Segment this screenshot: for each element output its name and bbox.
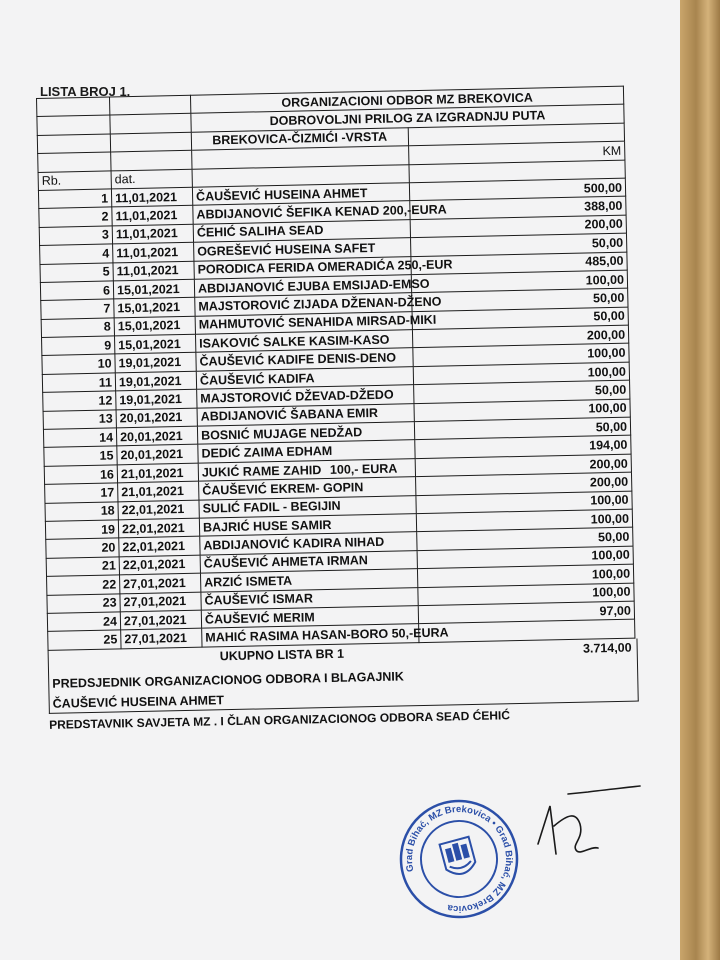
row-number-text: 10: [97, 356, 112, 371]
row-amount-text: 97,00: [599, 603, 632, 618]
row-amount-text: 485,00: [585, 253, 624, 269]
president-name: ČAUŠEVIĆ HUSEINA AHMET: [52, 692, 225, 711]
row-number-text: 7: [103, 301, 111, 316]
row-amount-text: 100,00: [590, 511, 630, 527]
row-date-text: 22,01,2021: [121, 520, 185, 536]
row-donor-name-text: ABDIJANOVIĆ ŠABANA EMIR: [200, 406, 379, 424]
row-date: [116, 389, 197, 409]
donation-sheet: [36, 86, 639, 732]
row-number: [42, 336, 115, 356]
row-date: [118, 518, 199, 538]
row-amount-text: 50,00: [594, 382, 627, 398]
row-donor-name-text: ČAUŠEVIĆ KADIFE DENIS-DENO: [199, 350, 397, 369]
row-donor-name-text: ĆEHIĆ SALIHA SEAD: [196, 223, 324, 241]
row-number: [45, 483, 118, 503]
row-number-text: 11: [98, 375, 113, 390]
coat-of-arms-icon: [440, 837, 478, 878]
row-donor-name-text: ČAUŠEVIĆ EKREM- GOPIN: [202, 480, 364, 498]
row-date-text: 19,01,2021: [119, 391, 183, 408]
row-number: [43, 410, 116, 430]
row-date: [113, 279, 194, 299]
row-number: [46, 538, 119, 558]
row-number: [42, 354, 115, 374]
row-date-text: 11,01,2021: [116, 244, 179, 261]
row-date-text: 27,01,2021: [124, 630, 188, 647]
row-number: [38, 189, 111, 209]
official-stamp: [396, 796, 522, 922]
row-amount-text: 100,00: [585, 272, 625, 288]
representative-line: PREDSTAVNIK SAVJETA MZ . I ČLAN ORGANIZACIONOG ODBORA SEAD ĆEHIĆ: [48, 707, 511, 732]
row-number-text: 1: [101, 191, 109, 206]
row-number-text: 6: [102, 283, 111, 298]
row-date-text: 21,01,2021: [121, 483, 184, 500]
row-number-text: 14: [99, 430, 114, 445]
row-date: [121, 628, 202, 648]
header-line-2: DOBROVOLJNI PRILOG ZA IZGRADNJU PUTA: [191, 105, 624, 132]
row-amount-text: 50,00: [595, 419, 628, 435]
row-donor-name-text: BAJRIĆ HUSE SAMIR: [202, 517, 332, 535]
row-number: [44, 465, 117, 485]
row-donor-name-text: SULIĆ FADIL - BEGIJIN: [202, 498, 341, 516]
row-date: [115, 371, 196, 391]
column-rb-header: Rb.: [38, 171, 111, 191]
row-donor-name-text: MAJSTOROVIĆ DŽEVAD-DŽEDO: [200, 387, 394, 406]
row-date: [117, 445, 198, 465]
row-number: [40, 262, 113, 282]
donation-table: [36, 86, 635, 651]
row-date: [112, 206, 193, 226]
header-line-3: BREKOVICA-ČIZMIĆI -VRSTA: [191, 128, 408, 151]
row-date: [111, 187, 192, 207]
row-number-text: 23: [102, 595, 117, 610]
row-date: [116, 408, 197, 428]
row-number-text: 19: [100, 522, 116, 537]
row-donor-name-text: ABDIJANOVIĆ EJUBA EMSIJAD-EMSO: [197, 276, 430, 296]
row-date-text: 22,01,2021: [122, 539, 186, 555]
row-date: [115, 353, 196, 373]
row-number-text: 24: [102, 614, 118, 629]
row-amount-text: 100,00: [588, 401, 627, 416]
row-donor-name-text: OGREŠEVIĆ HUSEINA SAFET: [197, 240, 376, 259]
row-amount-text: 100,00: [591, 566, 631, 582]
row-donor-name-text: ČAUŠEVIĆ KADIFA: [199, 370, 315, 388]
row-number-text: 9: [104, 338, 112, 353]
row-amount-text: 194,00: [589, 437, 628, 453]
row-date: [120, 592, 201, 612]
currency-header: KM: [408, 141, 625, 164]
row-number: [48, 630, 121, 650]
president-title: PREDSJEDNIK ORGANIZACIONOG ODBORA I BLAGAJNIK: [52, 669, 404, 691]
row-number-text: 18: [100, 503, 115, 519]
list-title: LISTA BROJ 1.: [40, 84, 131, 99]
row-number: [47, 593, 120, 613]
row-date-text: 27,01,2021: [123, 575, 186, 592]
row-amount-text: 100,00: [592, 584, 631, 600]
row-amount-text: 50,00: [593, 309, 625, 324]
row-number-text: 15: [99, 448, 114, 463]
row-donor-name-text: ABDIJANOVIĆ ŠEFIKA KENAD 200,-EURA: [196, 202, 447, 222]
row-amount-text: 200,00: [589, 474, 629, 490]
row-date-text: 15,01,2021: [116, 281, 180, 297]
row-amount-text: 50,00: [591, 235, 624, 251]
row-date-text: 27,01,2021: [123, 612, 187, 628]
row-date-text: 11,01,2021: [114, 189, 178, 206]
wooden-table-edge: [680, 0, 720, 960]
row-date: [113, 242, 194, 262]
row-date-text: 15,01,2021: [117, 300, 181, 316]
row-donor-name-text: ARZIĆ ISMETA: [204, 573, 293, 590]
row-amount-text: 100,00: [591, 548, 630, 563]
row-date-text: 15,01,2021: [118, 336, 181, 353]
row-amount-text: 100,00: [587, 364, 626, 380]
row-date-text: 11,01,2021: [116, 263, 179, 279]
row-date: [120, 573, 201, 593]
row-date-text: 22,01,2021: [121, 502, 185, 518]
row-donor-name-text: JUKIĆ RAME ZAHID: [201, 462, 322, 480]
row-amount-text: 500,00: [583, 180, 623, 196]
row-number-text: 8: [103, 319, 111, 335]
row-number: [47, 575, 120, 595]
row-date-text: 20,01,2021: [120, 447, 184, 463]
row-number: [40, 244, 113, 264]
row-donor-name-text: BOSNIĆ MUJAGE NEDŽAD: [200, 424, 363, 443]
row-amount-text: 100,00: [590, 492, 629, 508]
row-donor-name-text: ČAUŠEVIĆ MERIM: [204, 609, 315, 627]
row-donor-name-text: ČAUŠEVIĆ ISMAR: [204, 591, 314, 608]
row-number-text: 3: [101, 227, 110, 243]
row-date-text: 11,01,2021: [115, 226, 178, 242]
row-date: [119, 537, 200, 557]
row-donor-name-text: PORODICA FERIDA OMERADIĆA 250,-EUR: [197, 257, 453, 277]
row-number-text: 13: [98, 411, 113, 427]
stamp-ring-text: Grad Bihać, MZ Brekovica • Grad Bihać, MZ Brekovica: [403, 803, 515, 915]
row-date: [114, 316, 195, 336]
row-date: [114, 298, 195, 318]
row-number-text: 22: [102, 577, 117, 592]
row-date: [120, 610, 201, 630]
row-number: [46, 557, 119, 577]
row-date: [117, 463, 198, 483]
row-date-text: 20,01,2021: [119, 410, 183, 426]
row-donor-name-text: ČAUŠEVIĆ HUSEINA AHMET: [195, 185, 368, 204]
row-date-text: 15,01,2021: [117, 318, 181, 334]
row-number: [43, 428, 116, 448]
row-number: [45, 501, 118, 521]
row-date-text: 21,01,2021: [120, 465, 184, 481]
row-number: [43, 391, 116, 411]
row-donor-name-text: MAHIĆ RASIMA HASAN-BORO 50,-EURA: [205, 625, 449, 645]
row-number: [39, 207, 112, 227]
row-donor-name-text: ČAUŠEVIĆ AHMETA IRMAN: [203, 553, 369, 572]
column-date-header: dat.: [111, 169, 192, 189]
row-number: [41, 318, 114, 338]
row-amount-text: 388,00: [584, 198, 623, 214]
row-date: [115, 334, 196, 354]
row-date: [119, 555, 200, 575]
row-number-text: 20: [101, 540, 116, 555]
row-number-text: 16: [99, 466, 115, 482]
row-number: [41, 299, 114, 319]
row-date: [118, 500, 199, 520]
row-number: [47, 612, 120, 632]
total-label: UKUPNO LISTA BR 1: [219, 646, 345, 663]
row-amount-text: 100,00: [587, 345, 626, 361]
row-amount-text: 50,00: [592, 290, 625, 306]
row-number-text: 4: [102, 246, 110, 261]
row-number: [42, 373, 115, 393]
row-date-text: 22,01,2021: [122, 557, 186, 573]
footer-box: [48, 638, 639, 713]
row-date-text: 19,01,2021: [118, 373, 182, 389]
total-value: 3.714,00: [582, 640, 632, 656]
row-donor-name-text: ISAKOVIĆ SALKE KASIM-KASO: [199, 332, 390, 351]
row-number-text: 17: [100, 485, 115, 500]
row-date: [112, 224, 193, 244]
row-amount-text: 200,00: [586, 327, 626, 343]
row-number-text: 21: [101, 558, 116, 574]
handwritten-signature: [528, 784, 648, 874]
row-donor-name-text: MAHMUTOVIĆ SENAHIDA MIRSAD-MIKI: [198, 313, 437, 333]
row-date-text: 19,01,2021: [118, 355, 182, 371]
row-date-text: 27,01,2021: [123, 594, 187, 610]
row-date-text: 11,01,2021: [115, 208, 178, 224]
row-date: [116, 426, 197, 446]
header-line-1: ORGANIZACIONI ODBOR MZ BREKOVICA: [190, 86, 623, 113]
row-amount-text: 200,00: [584, 217, 623, 232]
row-date: [118, 481, 199, 501]
row-number-text: 12: [98, 393, 113, 408]
row-number: [39, 226, 112, 246]
row-number-text: 5: [102, 264, 110, 279]
row-donor-name-text: MAJSTOROVIĆ ZIJADA DŽENAN-DŽENO: [198, 294, 442, 314]
row-number-text: 25: [103, 632, 118, 647]
row-number: [40, 281, 113, 301]
row-donor-name-text: ABDIJANOVIĆ KADIRA NIHAD: [203, 534, 385, 553]
row-date: [113, 261, 194, 281]
row-amount-text: 200,00: [589, 456, 628, 471]
row-number: [44, 446, 117, 466]
row-amount-text: 50,00: [597, 529, 630, 545]
row-number: [45, 520, 118, 540]
row-note: 100,- EURA: [329, 461, 398, 477]
row-donor-name-text: DEDIĆ ZAIMA EDHAM: [201, 443, 333, 461]
row-number-text: 2: [101, 209, 109, 224]
row-date-text: 20,01,2021: [119, 428, 183, 445]
